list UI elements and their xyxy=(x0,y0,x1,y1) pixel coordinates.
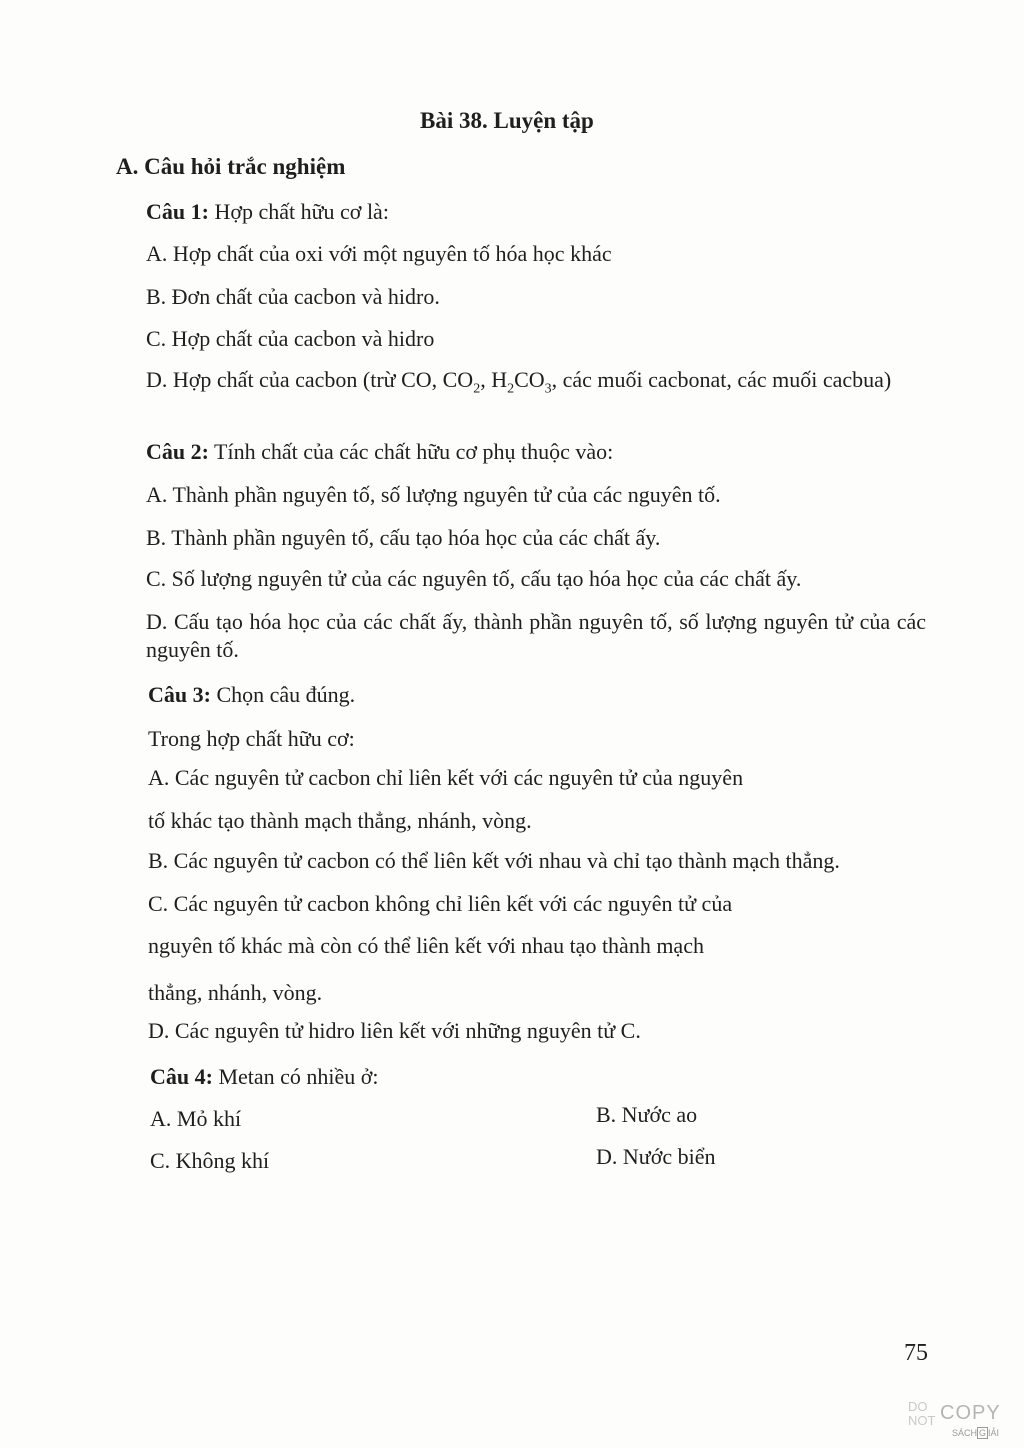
question-4-label: Câu 4: xyxy=(150,1064,213,1089)
section-heading: A. Câu hỏi trắc nghiệm xyxy=(116,154,346,179)
question-1-text: Hợp chất hữu cơ là: xyxy=(208,199,389,224)
page-number: 75 xyxy=(904,1340,928,1366)
question-3-option-b: B. Các nguyên tử cacbon có thể liên kết với nhau và chỉ tạo thành mạch thẳng. xyxy=(148,848,840,873)
question-3-option-a-line1: A. Các nguyên tử cacbon chỉ liên kết với các nguyên tử của nguyên xyxy=(148,765,744,790)
question-3-option-d: D. Các nguyên tử hidro liên kết với những nguyên tử C. xyxy=(148,1018,641,1043)
question-3-text: Chọn câu đúng. xyxy=(210,682,356,707)
question-4-option-a: A. Mỏ khí xyxy=(150,1106,242,1131)
question-1 xyxy=(146,199,389,225)
question-1-option-d: D. Hợp chất của cacbon (trừ CO, $CO_2$, $H_2CO_3$, các muối cacbonat, các muối cacbua) xyxy=(146,367,892,397)
question-3-label: Câu 3: xyxy=(148,682,211,707)
question-4 xyxy=(150,1064,379,1090)
question-2-option-a: A. Thành phần nguyên tố, số lượng nguyên tử của các nguyên tố. xyxy=(146,482,721,507)
question-2-option-d: D. Cấu tạo hóa học của các chất ấy, thành phần nguyên tố, số lượng nguyên tử của các nguyên tố. xyxy=(146,609,926,662)
question-3-option-a-line2: tố khác tạo thành mạch thẳng, nhánh, vòng. xyxy=(148,808,532,833)
question-2-label: Câu 2: xyxy=(146,439,209,464)
watermark-logo: DO NOT COPY SÁCH G IẢI xyxy=(908,1399,1001,1438)
question-4-option-d: D. Nước biển xyxy=(596,1144,716,1169)
question-2 xyxy=(146,439,613,465)
lesson-title: Bài 38. Luyện tập xyxy=(420,108,594,133)
question-3-option-c-line1: C. Các nguyên tử cacbon không chỉ liên kết với các nguyên tử của xyxy=(148,891,733,916)
question-3-option-c-line3: thẳng, nhánh, vòng. xyxy=(148,980,323,1005)
question-3-option-c-line2: nguyên tố khác mà còn có thể liên kết với nhau tạo thành mạch xyxy=(148,933,704,958)
question-4-option-b: B. Nước ao xyxy=(596,1102,698,1127)
question-1-option-c: C. Hợp chất của cacbon và hidro xyxy=(146,326,435,351)
question-3-stem: Trong hợp chất hữu cơ: xyxy=(148,726,355,751)
question-4-text: Metan có nhiều ở: xyxy=(212,1064,379,1089)
question-1-option-a: A. Hợp chất của oxi với một nguyên tố hóa học khác xyxy=(146,241,612,266)
question-4-option-c: C. Không khí xyxy=(150,1148,270,1173)
question-2-option-b: B. Thành phần nguyên tố, cấu tạo hóa học của các chất ấy. xyxy=(146,525,661,550)
question-2-option-c: C. Số lượng nguyên tử của các nguyên tố, cấu tạo hóa học của các chất ấy. xyxy=(146,566,802,591)
question-3 xyxy=(148,682,355,708)
question-1-option-b: B. Đơn chất của cacbon và hidro. xyxy=(146,284,440,309)
question-2-text: Tính chất của các chất hữu cơ phụ thuộc vào: xyxy=(208,439,614,464)
question-1-label: Câu 1: xyxy=(146,199,209,224)
